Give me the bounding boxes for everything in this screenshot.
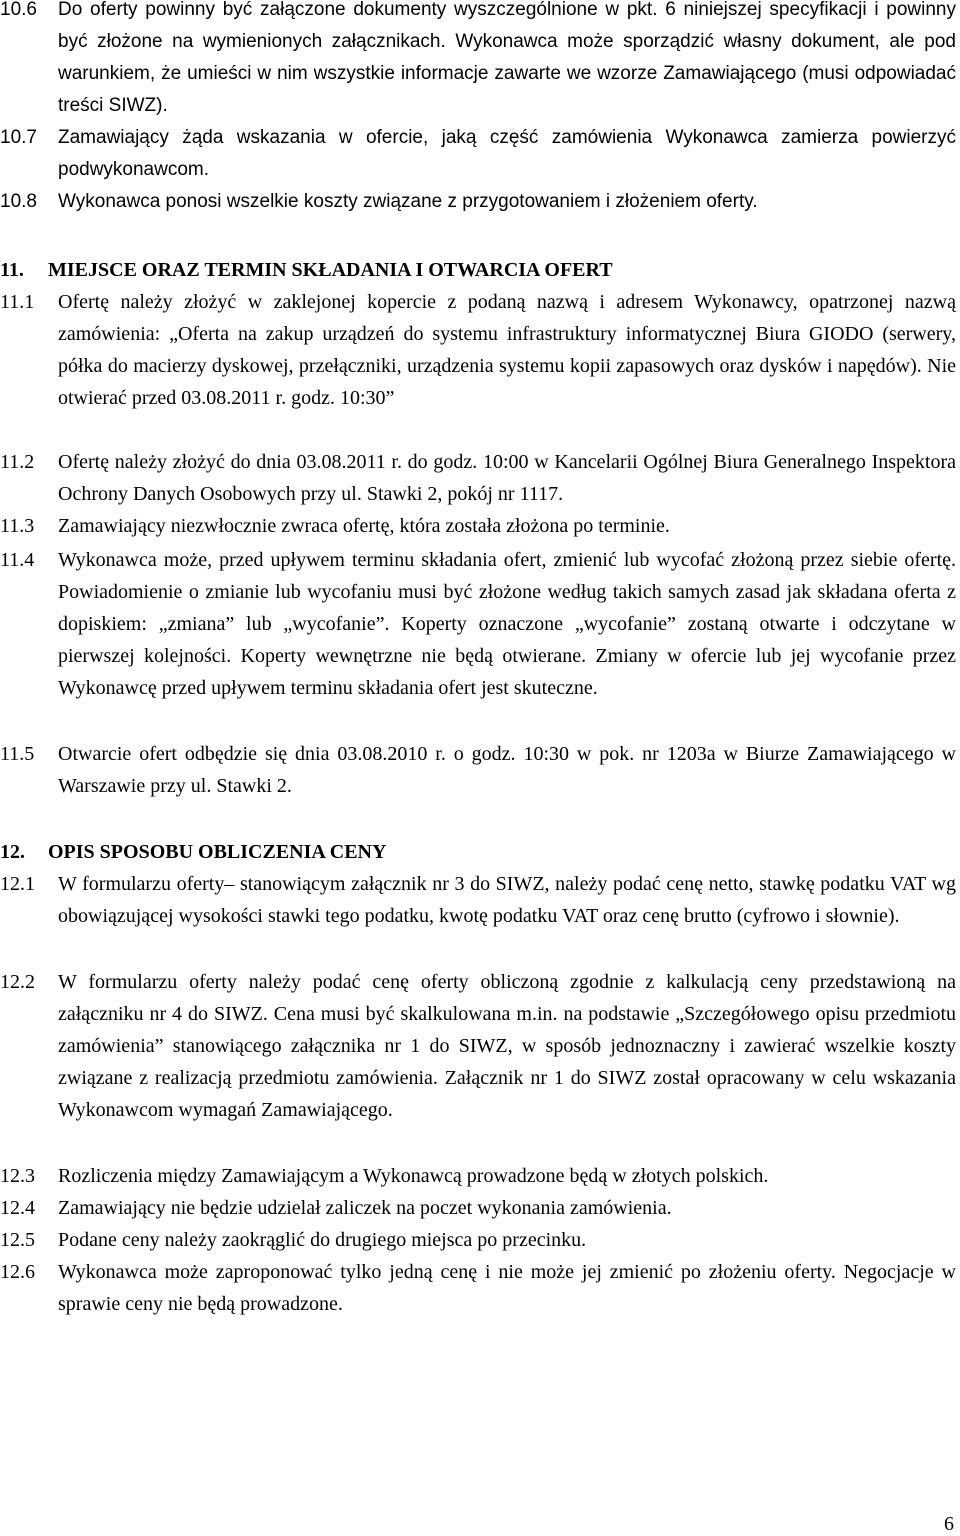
clause-text: W formularzu oferty– stanowiącym załącznik nr 3 do SIWZ, należy podać cenę netto, stawkę podatku VAT wg obowiązującej wysokości stawki tego podatku, kwotę podatku VAT oraz cenę brutto (cyfrowo i słownie). bbox=[58, 873, 956, 927]
clause-12-4 bbox=[0, 1192, 956, 1224]
clause-text: Podane ceny należy zaokrąglić do drugiego miejsca po przecinku. bbox=[58, 1229, 587, 1251]
clause-text: Wykonawca może zaproponować tylko jedną cenę i nie może jej zmienić po złożeniu oferty. Negocjacje w sprawie ceny nie będą prowadzone. bbox=[58, 1261, 956, 1315]
page-number: 6 bbox=[944, 1513, 954, 1535]
clause-text: Zamawiający niezwłocznie zwraca ofertę, która została złożona po terminie. bbox=[58, 515, 670, 537]
section-title: MIEJSCE ORAZ TERMIN SKŁADANIA I OTWARCIA OFERT bbox=[48, 259, 613, 281]
clause-11-3 bbox=[0, 510, 956, 542]
clause-10-8 bbox=[0, 186, 956, 218]
clause-number: 10.7 bbox=[0, 127, 37, 148]
clause-text: Rozliczenia między Zamawiającym a Wykonawcą prowadzone będą w złotych polskich. bbox=[58, 1165, 769, 1187]
clause-number: 12.4 bbox=[0, 1197, 35, 1219]
clause-number: 11.4 bbox=[0, 549, 35, 571]
clause-12-6 bbox=[0, 1256, 956, 1320]
clause-12-5 bbox=[0, 1224, 956, 1256]
section-heading-12 bbox=[0, 836, 956, 868]
clause-number: 11.5 bbox=[0, 743, 35, 765]
clause-12-3 bbox=[0, 1160, 956, 1192]
clause-number: 11.2 bbox=[0, 451, 35, 473]
clause-text: Zamawiający nie będzie udzielał zaliczek na poczet wykonania zamówienia. bbox=[58, 1197, 672, 1219]
clause-12-1 bbox=[0, 868, 956, 932]
section-heading-11 bbox=[0, 254, 956, 286]
clause-11-1 bbox=[0, 286, 956, 414]
clause-text: Wykonawca ponosi wszelkie koszty związane z przygotowaniem i złożeniem oferty. bbox=[58, 191, 758, 212]
clause-number: 10.8 bbox=[0, 191, 37, 212]
clause-text: Do oferty powinny być załączone dokumenty wyszczególnione w pkt. 6 niniejszej specyfikacji i powinny być złożone na wymienionych załącznikach. Wykonawca może sporządzić własny dokument, ale pod warunkiem, że umieści w nim wszystkie informacje zawarte we wzorze Zamawiającego (musi odpowiadać treści SIWZ). bbox=[58, 0, 956, 116]
clause-11-4 bbox=[0, 544, 956, 704]
clause-number: 11.3 bbox=[0, 515, 35, 537]
clause-text: Wykonawca może, przed upływem terminu składania ofert, zmienić lub wycofać złożoną przez siebie ofertę. Powiadomienie o zmianie lub wycofaniu musi być złożone według takich samych zasad jak składana oferta z dopiskiem: „zmiana” lub „wycofanie”. Koperty oznaczone „wycofanie” zostaną otwarte i odczytane w pierwszej kolejności. Koperty wewnętrzne nie będą otwierane. Zmiany w ofercie lub jej wycofanie przez Wykonawcę przed upływem terminu składania ofert jest skuteczne. bbox=[58, 549, 956, 699]
clause-number: 12.2 bbox=[0, 971, 35, 993]
section-title: OPIS SPOSOBU OBLICZENIA CENY bbox=[48, 841, 387, 863]
section-number: 11. bbox=[0, 259, 24, 281]
clause-10-6 bbox=[0, 0, 956, 122]
clause-number: 12.5 bbox=[0, 1229, 35, 1251]
clause-11-5 bbox=[0, 738, 956, 802]
clause-text: W formularzu oferty należy podać cenę oferty obliczoną zgodnie z kalkulacją ceny przedstawioną na załączniku nr 4 do SIWZ. Cena musi być skalkulowana m.in. na podstawie „Szczegółowego opisu przedmiotu zamówienia” stanowiącego załącznika nr 1 do SIWZ, w sposób jednoznaczny i zawierać wszelkie koszty związane z realizacją przedmiotu zamówienia. Załącznik nr 1 do SIWZ został opracowany w celu wskazania Wykonawcom wymagań Zamawiającego. bbox=[58, 971, 956, 1121]
clause-text: Otwarcie ofert odbędzie się dnia 03.08.2010 r. o godz. 10:30 w pok. nr 1203a w Biurze Zamawiającego w Warszawie przy ul. Stawki 2. bbox=[58, 743, 956, 797]
clause-text: Ofertę należy złożyć do dnia 03.08.2011 r. do godz. 10:00 w Kancelarii Ogólnej Biura Generalnego Inspektora Ochrony Danych Osobowych przy ul. Stawki 2, pokój nr 1117. bbox=[58, 451, 956, 505]
clause-number: 12.3 bbox=[0, 1165, 35, 1187]
clause-text: Ofertę należy złożyć w zaklejonej kopercie z podaną nazwą i adresem Wykonawcy, opatrzonej nazwą zamówienia: „Oferta na zakup urządzeń do systemu infrastruktury informatycznej Biura GIODO (serwery, półka do macierzy dyskowej, przełączniki, urządzenia systemu kopii zapasowych oraz dysków i napędów). Nie otwierać przed 03.08.2011 r. godz. 10:30” bbox=[58, 291, 956, 409]
section-number: 12. bbox=[0, 841, 25, 863]
clause-number: 10.6 bbox=[0, 0, 37, 20]
clause-number: 11.1 bbox=[0, 291, 35, 313]
clause-10-7 bbox=[0, 122, 956, 186]
clause-number: 12.1 bbox=[0, 873, 35, 895]
clause-text: Zamawiający żąda wskazania w ofercie, jaką część zamówienia Wykonawca zamierza powierzyć podwykonawcom. bbox=[58, 127, 956, 180]
clause-12-2 bbox=[0, 966, 956, 1126]
clause-11-2 bbox=[0, 446, 956, 510]
clause-number: 12.6 bbox=[0, 1261, 35, 1283]
